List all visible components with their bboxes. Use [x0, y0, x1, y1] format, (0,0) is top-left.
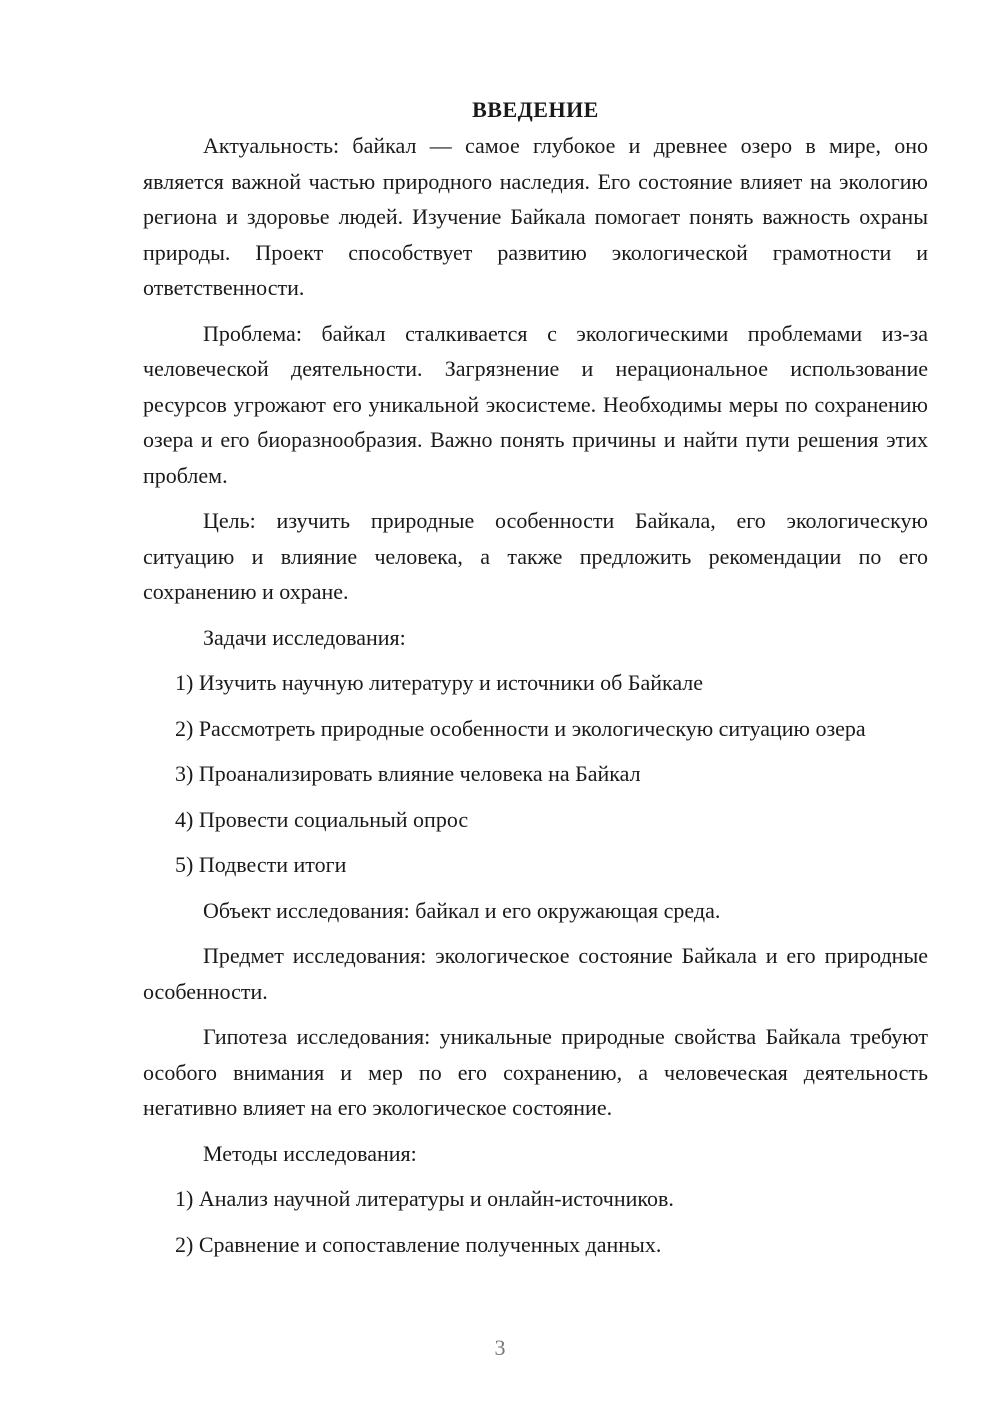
method-item-2: 2) Сравнение и сопоставление полученных данных. [175, 1231, 662, 1257]
methods-heading: Методы исследования: [203, 1140, 417, 1166]
task-item-5: 5) Подвести итоги [175, 852, 347, 877]
paragraph-hypothesis: Гипотеза исследования: уникальные природные свойства Байкала требуют особого внимания и мер по его сохранению, а человеческая деятельность негативно влияет на его экологическое состояние. [143, 1024, 928, 1120]
tasks-heading: Задачи исследования: [203, 624, 406, 650]
paragraph-relevance: Актуальность: байкал — самое глубокое и древнее озеро в мире, оно является важной частью природного наследия. Его состояние влияет на экологию региона и здоровье людей. Изучение Байкала помогает понять важность охраны природы. Проект способствует развитию экологической грамотности и ответственности. [143, 133, 928, 300]
paragraph-goal: Цель: изучить природные особенности Байкала, его экологическую ситуацию и влияние человека, а также предложить рекомендации по его сохранению и охране. [143, 508, 928, 604]
method-item-1: 1) Анализ научной литературы и онлайн-источников. [175, 1186, 674, 1211]
task-item-1: 1) Изучить научную литературу и источники об Байкале [175, 670, 704, 695]
page-content [143, 92, 928, 1262]
page-number: 3 [494, 1335, 506, 1360]
paragraph-problem: Проблема: байкал сталкивается с экологическими проблемами из-за человеческой деятельности. Загрязнение и нерациональное использование ресурсов угрожают его уникальной экосистеме. Необходимы меры по сохранению озера и его биоразнообразия. Важно понять причины и найти пути решения этих проблем. [143, 320, 928, 488]
section-title: ВВЕДЕНИЕ [472, 97, 599, 122]
paragraph-subject: Предмет исследования: экологическое состояние Байкала и его природные особенности. [143, 943, 928, 1004]
paragraph-object: Объект исследования: байкал и его окружающая среда. [203, 897, 721, 923]
task-item-3: 3) Проанализировать влияние человека на Байкал [175, 761, 641, 786]
task-item-4: 4) Провести социальный опрос [175, 806, 469, 832]
task-item-2: 2) Рассмотреть природные особенности и экологическую ситуацию озера [175, 715, 866, 741]
